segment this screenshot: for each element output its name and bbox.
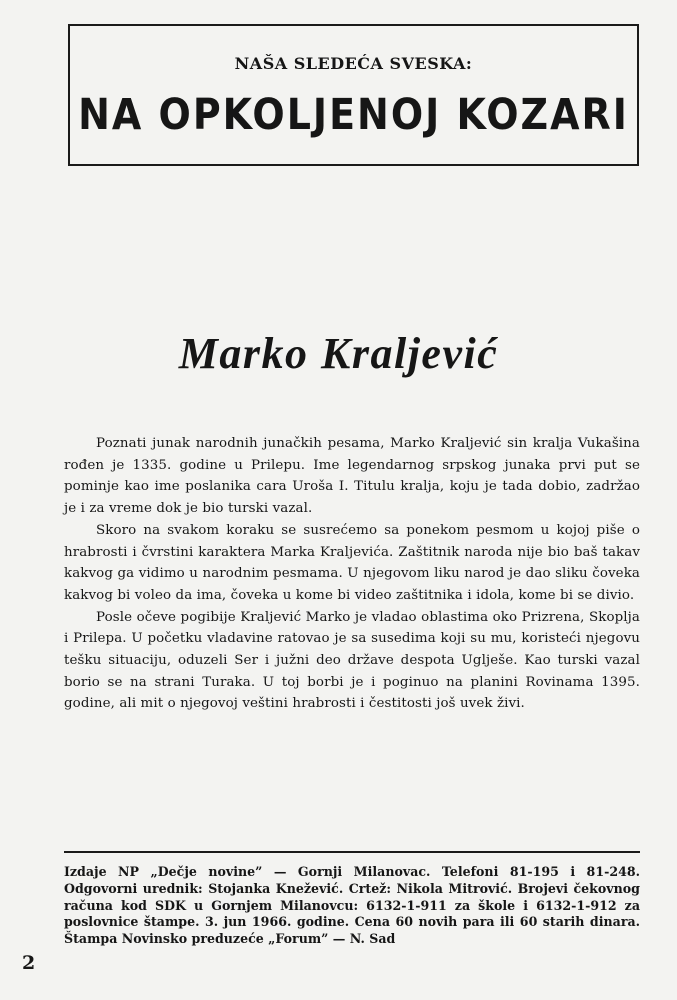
page-number: 2 bbox=[22, 952, 36, 974]
next-issue-title: NA OPKOLJENOJ KOZARI bbox=[78, 90, 629, 140]
article-title: Marko Kraljević bbox=[178, 329, 499, 378]
next-issue-box bbox=[68, 24, 639, 166]
next-issue-label: NAŠA SLEDEĆA SVESKA: bbox=[234, 54, 473, 73]
article-body bbox=[64, 433, 640, 715]
article-paragraph-3: Posle očeve pogibije Kraljević Marko je vladao oblastima oko Prizrena, Skoplja i Prilepa. U početku vladavine ratovao je sa susedima koji su mu, koristeći njegovu tešku situaciju, oduzeli Ser i južni deo države despota Uglješe. Kao turski vazal borio se na strani Turaka. U toj borbi je i poginuo na planini Rovinama 1395. godine, ali mit o njegovoj veštini hrabrosti i čestitosti još uvek živi. bbox=[64, 609, 640, 712]
article-paragraph-1: Poznati junak narodnih junačkih pesama, Marko Kraljević sin kralja Vukašina rođen je 1335. godine u Prilepu. Ime legendarnog srpskog junaka prvi put se pominje kao ime poslanika cara Uroša I. Titulu kralja, koju je tada dobio, zadržao je i za vreme dok je bio turski vazal. bbox=[64, 436, 640, 517]
article-paragraph-2: Skoro na svakom koraku se susrećemo sa ponekom pesmom u kojoj piše o hrabrosti i čvrstini karaktera Marka Kraljevića. Zaštitnik naroda nije bio baš takav kakvog ga vidimo u narodnim pesmama. U njegovom liku narod je dao sliku čoveka kakvog bi voleo da ima, čoveka u kome bi video zaštitnika i idola, kome bi se divio. bbox=[64, 522, 640, 603]
publisher-imprint: Izdaje NP „Dečje novine” — Gornji Milanovac. Telefoni 81-195 i 81-248. Odgovorni urednik: Stojanka Knežević. Crtež: Nikola Mitrović. Brojevi čekovnog računa kod SDK u Gornjem Milanovcu: 6132-1-911 za škole i 6132-1-912 za poslovnice štampe. 3. jun 1966. godine. Cena 60 novih para ili 60 starih dinara. Štampa Novinsko preduzeće „Forum” — N. Sad bbox=[64, 864, 640, 947]
footer-divider bbox=[64, 851, 640, 853]
